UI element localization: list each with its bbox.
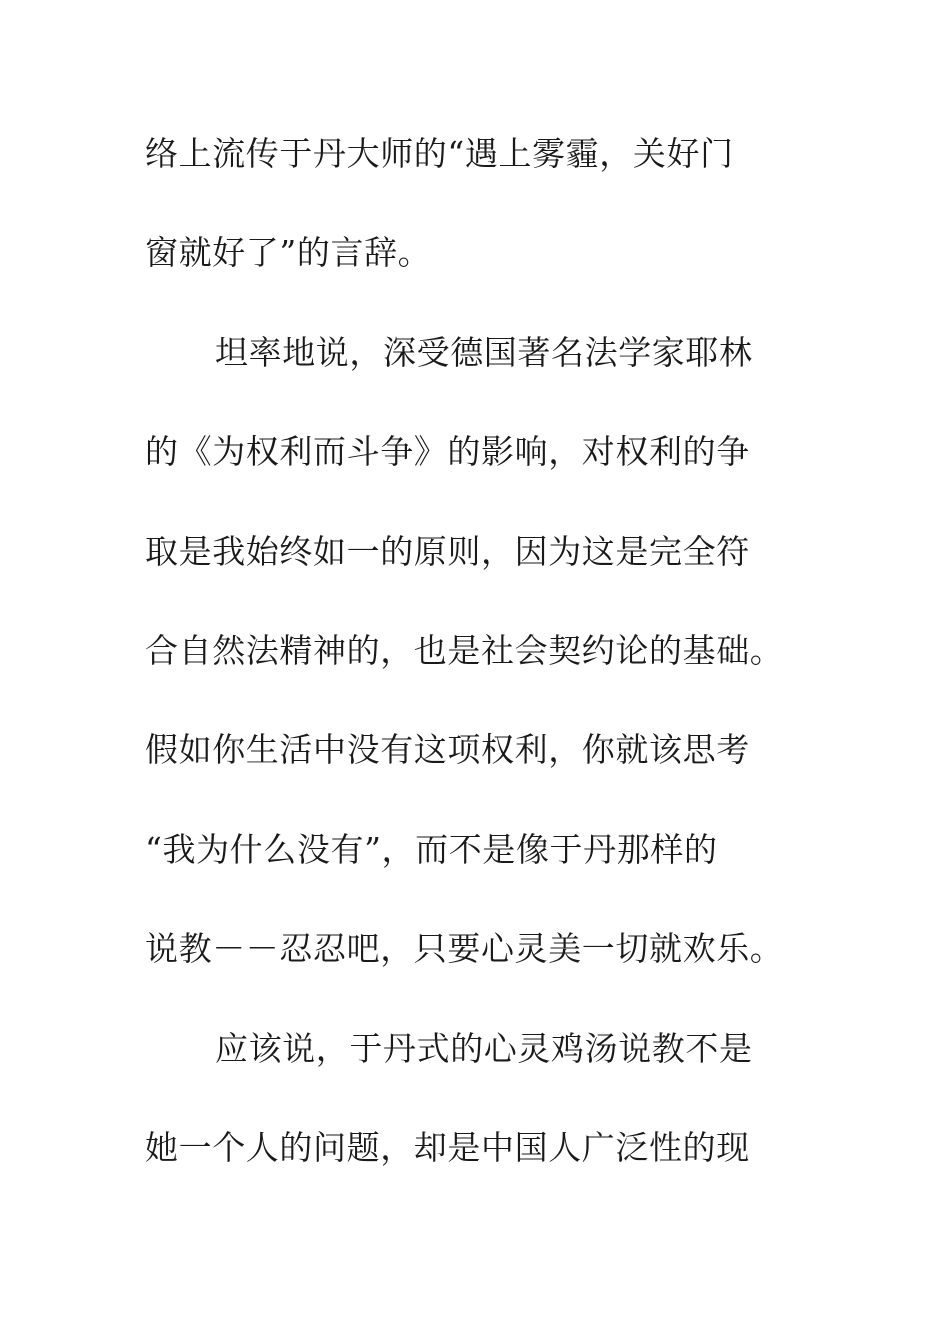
text-line-3: 坦率地说，深受德国著名法学家耶林 [215, 332, 753, 372]
text-line-8: “我为什么没有”，而不是像于丹那样的 [145, 829, 718, 869]
text-line-6: 合自然法精神的，也是社会契约论的基础。 [145, 630, 784, 670]
text-line-4: 的《为权利而斗争》的影响，对权利的争 [145, 432, 750, 472]
text-line-1: 络上流传于丹大师的“遇上雾霾，关好门 [145, 134, 734, 173]
text-line-7: 假如你生活中没有这项权利，你就该思考 [145, 730, 750, 770]
text-line-5: 取是我始终如一的原则，因为这是完全符 [145, 531, 750, 571]
text-line-2: 窗就好了”的言辞。 [145, 233, 432, 273]
text-line-11: 她一个人的问题，却是中国人广泛性的现 [145, 1127, 750, 1167]
text-line-10: 应该说，于丹式的心灵鸡汤说教不是 [215, 1028, 753, 1068]
body-text [145, 124, 825, 1217]
text-line-9: 说教－－忍忍吧，只要心灵美一切就欢乐。 [145, 929, 784, 969]
